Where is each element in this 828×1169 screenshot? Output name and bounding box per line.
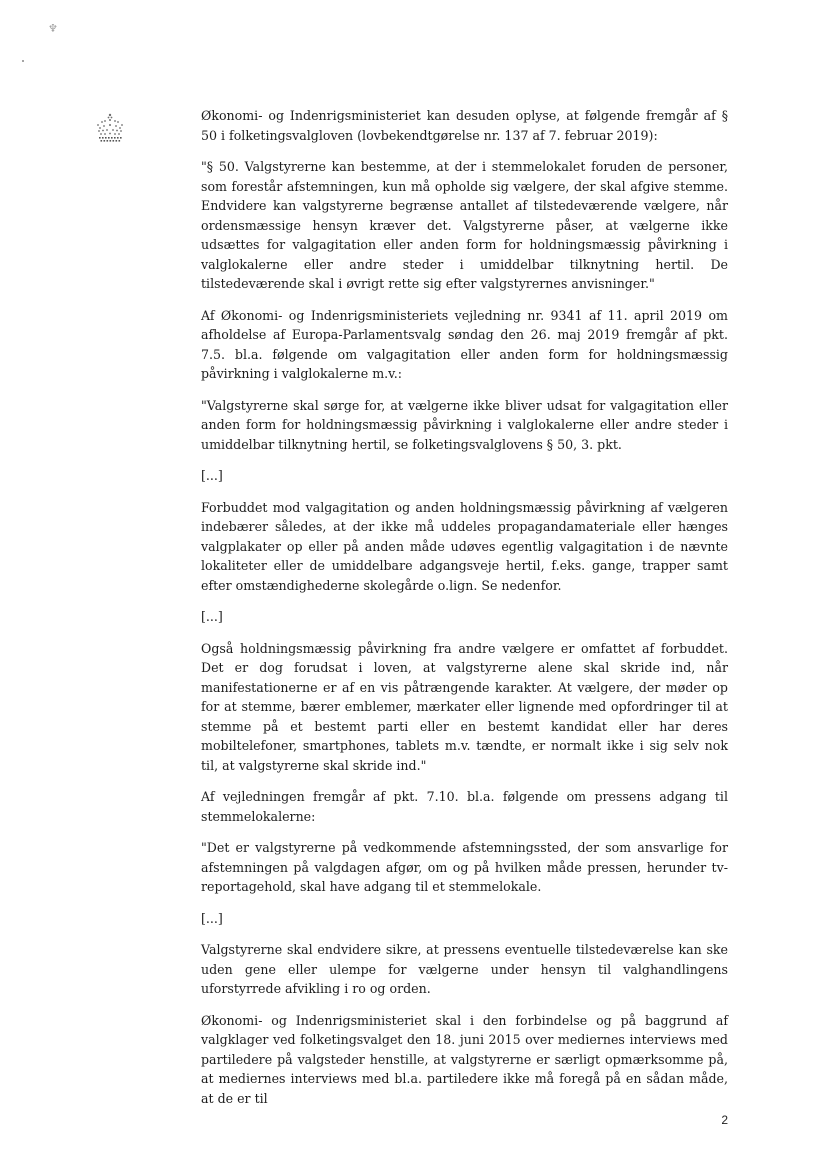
omission-marker: [...]: [201, 609, 223, 624]
document-body: [201, 106, 728, 1120]
quoted-paragraph: Valgstyrerne skal endvidere sikre, at pressens eventuelle tilstedeværelse kan ske uden gene eller ulempe for vælgerne under hensyn til valghandlingens uforstyrrede afvikling i ro og orden.: [201, 942, 728, 996]
quoted-paragraph: Også holdningsmæssig påvirkning fra andre vælgere er omfattet af forbuddet. Det er dog forudsat i loven, at valgstyrerne alene skal skride ind, når manifestationerne er af en vis påtrængende karakter. At vælgere, der møder op for at stemme, bærer emblemer, mærkater eller lignende med opfordringer til at stemme på et bestemt parti eller en bestemt kandidat eller har deres mobiltelefoner, smartphones, tablets m.v. tændte, er normalt ikke i sig selv nok til, at valgstyrerne skal skride ind.": [201, 640, 728, 773]
body-paragraph: Økonomi- og Indenrigsministeriet kan desuden oplyse, at følgende fremgår af § 50 i folketingsvalgloven (lovbekendtgørelse nr. 137 af 7. februar 2019):: [201, 108, 728, 143]
quoted-paragraph: Økonomi- og Indenrigsministeriet skal i den forbindelse og på baggrund af valgklager ved folketingsvalget den 18. juni 2015 over mediernes interviews med partiledere på valgsteder henstille, at valgstyrerne er særligt opmærksomme på, at mediernes interviews med bl.a. partiledere ikke må foregå på en sådan måde, at de er til: [201, 1012, 728, 1106]
omission-marker: [...]: [201, 468, 223, 483]
scan-dot: [22, 60, 24, 62]
quoted-paragraph: "Det er valgstyrerne på vedkommende afstemningssted, der som ansvarlige for afstemningen på valgdagen afgør, om og på hvilken måde pressen, herunder tv-reportagehold, skal have adgang til et stemmelokale.: [201, 840, 728, 894]
page-number: 2: [721, 1113, 728, 1127]
quoted-paragraph: Forbuddet mod valgagitation og anden holdningsmæssig påvirkning af vælgeren indebærer således, at der ikke må uddeles propagandamateriale eller hænges valgplakater op eller på anden måde udøves egentlig valgagitation i de nævnte lokaliteter eller de umiddelbare adgangsveje hertil, f.eks. gange, trapper samt efter omstændighederne skolegårde o.lign. Se nedenfor.: [201, 499, 728, 593]
crown-logo-icon: [93, 112, 127, 144]
body-paragraph: Af Økonomi- og Indenrigsministeriets vejledning nr. 9341 af 11. april 2019 om afholdelse af Europa-Parlamentsvalg søndag den 26. maj 2019 fremgår af pkt. 7.5. bl.a. følgende om valgagitation eller anden form for holdningsmæssig påvirkning i valglokalerne m.v.:: [201, 307, 728, 381]
quoted-paragraph: "§ 50. Valgstyrerne kan bestemme, at der i stemmelokalet foruden de personer, som forestår afstemningen, kun må opholde sig vælgere, der skal afgive stemme. Endvidere kan valgstyrerne begrænse antallet af tilstedeværende vælgere, når ordensmæssige hensyn kræver det. Valgstyrerne påser, at vælgerne ikke udsættes for valgagitation eller anden form for holdningsmæssig påvirkning i valglokalerne eller andre steder i umiddelbar tilknytning hertil. De tilstedeværende skal i øvrigt rette sig efter valgstyrernes anvisninger.": [201, 159, 728, 291]
body-paragraph: Af vejledningen fremgår af pkt. 7.10. bl.a. følgende om pressens adgang til stemmelokalerne:: [201, 789, 728, 824]
quoted-paragraph: "Valgstyrerne skal sørge for, at vælgerne ikke bliver udsat for valgagitation eller anden form for holdningsmæssig påvirkning i valglokalerne eller andre steder i umiddelbar tilknytning hertil, se folketingsvalglovens § 50, 3. pkt.: [201, 397, 728, 452]
omission-marker: [...]: [201, 910, 223, 926]
scan-artifact-icon: ♆: [48, 22, 58, 35]
